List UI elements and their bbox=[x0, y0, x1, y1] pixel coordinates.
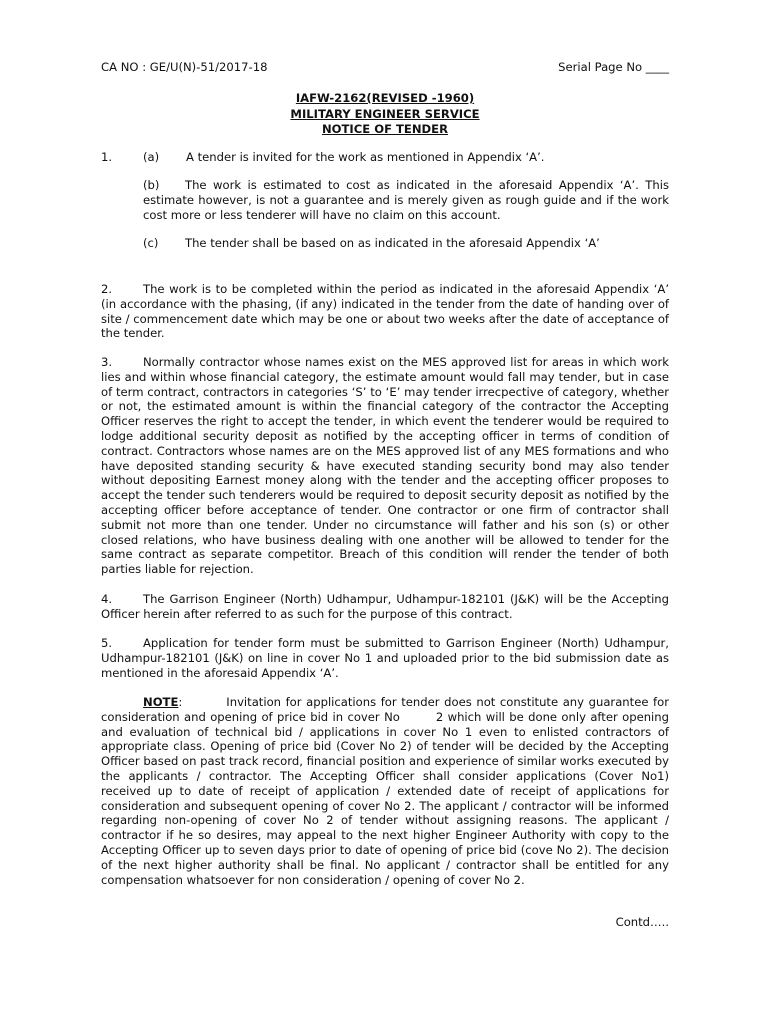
para-1-number: 1. bbox=[101, 150, 113, 164]
note-colon: : bbox=[178, 695, 183, 709]
para-1b-text: The work is estimated to cost as indicated in the aforesaid Appendix ‘A’. This estimate however, is not a guarantee and is merely given as rough guide and if the work cost more or less tenderer will have no claim on this account. bbox=[143, 178, 669, 222]
note-paragraph bbox=[101, 695, 669, 887]
para-1c-label: (c) bbox=[143, 236, 159, 250]
para-3-text: Normally contractor whose names exist on the MES approved list for areas in which work lies and within whose financial category, the estimate amount would fall may tender, but in case of term contract, contractors in categories ‘S’ to ‘E’ may tender irrecpective of category, whether or not, the estimated amount is within the financial category of the contractor the Accepting Officer reserves the right to accept the tender, in which event the tenderer would be required to lodge additional security deposit as notified by the accepting officer in terms of condition of contract. Contractors whose names are on the MES approved list of any MES formations and who have deposited standing security & have executed standing security bond may also tender without depositing Earnest money along with the tender and the accepting officer proposes to accept the tender such tenderers would be required to deposit security deposit as notified by the accepting officer before acceptance of tender. One contractor or one firm of contractor shall submit not more than one tender. Under no circumstance will father and his son (s) or other closed relations, who have business dealing with one another will be allowed to tender for the same contract as separate competitor. Breach of this condition will render the tender of both parties liable for rejection. bbox=[101, 355, 669, 577]
para-1c bbox=[143, 236, 669, 251]
para-1b-label: (b) bbox=[143, 178, 160, 192]
title-block bbox=[101, 91, 669, 138]
para-2-text: The work is to be completed within the period as indicated in the aforesaid Appendix ‘A’ (in accordance with the phasing, (if any) indicated in the tender from the date of handing over of site / commencement date which may be one or about two weeks after the date of acceptance of the tender. bbox=[101, 282, 669, 341]
para-2-number: 2. bbox=[101, 282, 113, 296]
serial-page-number: Serial Page No ____ bbox=[558, 60, 669, 74]
para-5-text: Application for tender form must be submitted to Garrison Engineer (North) Udhampur, Udhampur-182101 (J&K) on line in cover No 1 and uploaded prior to the bid submission date as mentioned in the aforesaid Appendix ‘A’. bbox=[101, 636, 669, 680]
para-5 bbox=[101, 636, 669, 680]
service-title: MILITARY ENGINEER SERVICE bbox=[290, 106, 480, 121]
para-4-text: The Garrison Engineer (North) Udhampur, Udhampur-182101 (J&K) will be the Accepting Officer herein after referred to as such for the purpose of this contract. bbox=[101, 592, 669, 621]
para-4-number: 4. bbox=[101, 592, 113, 606]
note-text-part2: 2 which will be done only after opening and evaluation of technical bid / applications in cover No 1 even to enlisted contractors of appropriate class. Opening of price bid (Cover No 2) of tender will be decided by the Accepting Officer based on past track record, financial position and experience of similar works executed by the applicants / contractor. The Accepting Officer shall consider applications (Cover No1) received up to date of receipt of application / extended date of receipt of applications for consideration and subsequent opening of cover No 2. The applicant / contractor will be informed regarding non-opening of cover No 2 of tender without assigning reasons. The applicant / contractor if he so desires, may appeal to the next higher Engineer Authority with copy to the Accepting Officer up to seven days prior to date of opening of price bid (cove No 2). The decision of the next higher authority shall be final. No applicant / contractor shall be entitled for any compensation whatsoever for non consideration / opening of cover No 2. bbox=[101, 709, 669, 887]
form-code-title: IAFW-2162(REVISED -1960) bbox=[295, 91, 475, 105]
ca-number: CA NO : GE/U(N)-51/2017-18 bbox=[101, 60, 268, 74]
continued-marker: Contd….. bbox=[615, 915, 669, 929]
para-1b bbox=[143, 178, 669, 222]
note-label: NOTE bbox=[143, 695, 179, 709]
para-3-number: 3. bbox=[101, 355, 113, 369]
para-4 bbox=[101, 592, 669, 622]
notice-title: NOTICE OF TENDER bbox=[321, 122, 449, 136]
para-1c-text: The tender shall be based on as indicated in the aforesaid Appendix ‘A’ bbox=[185, 236, 600, 250]
note-text-part1: Invitation for applications for tender does not constitute any guarantee for consideration and opening of price bid in cover No bbox=[101, 695, 669, 724]
para-3 bbox=[101, 355, 669, 577]
para-1a-label: (a) bbox=[143, 150, 160, 164]
para-2 bbox=[101, 282, 669, 341]
para-1a-text: A tender is invited for the work as mentioned in Appendix ‘A’. bbox=[186, 150, 545, 164]
para-5-number: 5. bbox=[101, 636, 113, 650]
